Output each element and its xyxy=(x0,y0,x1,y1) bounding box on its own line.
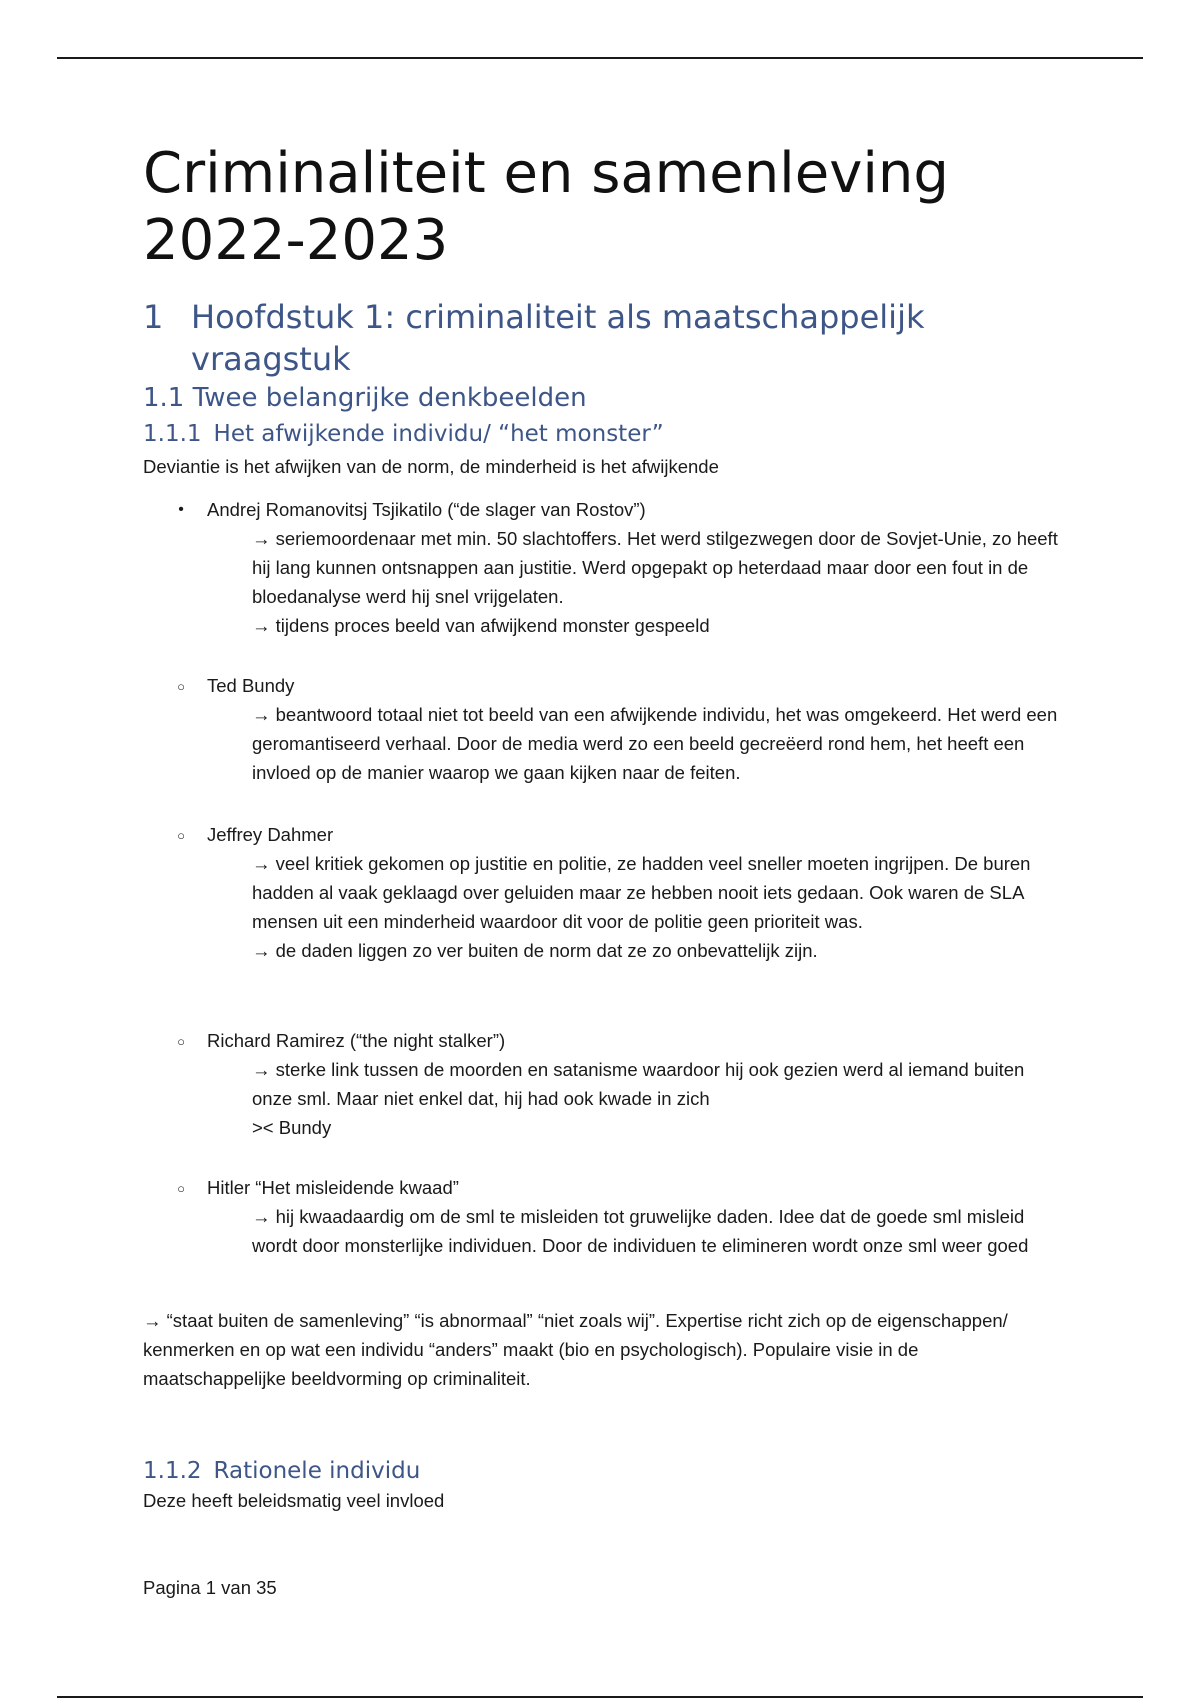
subsection-number: 1.1.1 xyxy=(143,421,202,447)
detail-line: → hij kwaadaardig om de sml te misleiden tot gruwelijke daden. Idee dat de goede sml misleid wordt door monsterlijke individuen. Door de individuen te elimineren wordt onze sml weer goed xyxy=(252,1206,1029,1256)
list-item-name: Hitler “Het misleidende kwaad” xyxy=(207,1177,459,1198)
list-item-detail xyxy=(252,700,1062,787)
detail-line: → veel kritiek gekomen op justitie en politie, ze hadden veel sneller moeten ingrijpen. De buren hadden al vaak geklaagd over geluiden maar ze hebben nooit iets gedaan. Ook waren de SLA mensen uit een minderheid waardoor dit voor de politie geen prioriteit was. xyxy=(252,853,1031,932)
subsection-title: Rationele individu xyxy=(213,1458,421,1484)
list-item-detail xyxy=(252,1055,1062,1142)
bullet-marker: • xyxy=(178,501,184,518)
chapter-number: 1 xyxy=(143,298,164,336)
subsection-number: 1.1.2 xyxy=(143,1458,202,1484)
page-footer: Pagina 1 van 35 xyxy=(143,1577,277,1598)
chapter-title: Hoofdstuk 1: criminaliteit als maatschappelijk vraagstuk xyxy=(191,298,925,378)
circle-marker: ○ xyxy=(177,679,185,694)
detail-line: >< Bundy xyxy=(252,1117,332,1138)
list-item-name: Andrej Romanovitsj Tsjikatilo (“de slager van Rostov”) xyxy=(207,499,646,520)
circle-marker: ○ xyxy=(177,828,185,843)
subsection-heading-2 xyxy=(143,1456,420,1486)
subsection-title: Het afwijkende individu/ “het monster” xyxy=(213,421,664,447)
section-heading: 1.1 Twee belangrijke denkbeelden xyxy=(143,383,587,413)
list-item-detail xyxy=(252,1202,1062,1260)
list-item-name: Jeffrey Dahmer xyxy=(207,824,334,845)
circle-marker: ○ xyxy=(177,1034,185,1049)
header-rule xyxy=(57,57,1143,59)
detail-line: → de daden liggen zo ver buiten de norm dat ze zo onbevattelijk zijn. xyxy=(252,940,818,961)
intro-paragraph: Deviantie is het afwijken van de norm, de minderheid is het afwijkende xyxy=(143,456,719,477)
list-item-detail xyxy=(252,524,1062,640)
document-title: Criminaliteit en samenleving 2022-2023 xyxy=(143,141,949,273)
summary-paragraph: → “staat buiten de samenleving” “is abnormaal” “niet zoals wij”. Expertise richt zich op de eigenschappen/ kenmerken en op wat een individu “anders” maakt (bio en psychologisch). Populaire visie in de maatschappelijke beeldvorming op criminaliteit. xyxy=(143,1310,1008,1389)
rational-paragraph: Deze heeft beleidsmatig veel invloed xyxy=(143,1490,445,1511)
subsection-heading-1 xyxy=(143,419,664,449)
chapter-heading xyxy=(143,296,1043,380)
footer-rule xyxy=(57,1696,1143,1698)
detail-line: → tijdens proces beeld van afwijkend monster gespeeld xyxy=(252,615,710,636)
list-item-name: Ted Bundy xyxy=(207,675,295,696)
circle-marker: ○ xyxy=(177,1181,185,1196)
detail-line: → beantwoord totaal niet tot beeld van een afwijkende individu, het was omgekeerd. Het werd een geromantiseerd verhaal. Door de media werd zo een beeld gecreëerd rond hem, het heeft een invloed op de manier waarop we gaan kijken naar de feiten. xyxy=(252,704,1058,783)
list-item-detail xyxy=(252,849,1062,965)
list-item-name: Richard Ramirez (“the night stalker”) xyxy=(207,1030,506,1051)
detail-line: → sterke link tussen de moorden en satanisme waardoor hij ook gezien werd al iemand buiten onze sml. Maar niet enkel dat, hij had ook kwade in zich xyxy=(252,1059,1025,1109)
detail-line: → seriemoordenaar met min. 50 slachtoffers. Het werd stilgezwegen door de Sovjet-Unie, zo heeft hij lang kunnen ontsnappen aan justitie. Werd opgepakt op heterdaad maar door een fout in de bloedanalyse werd hij snel vrijgelaten. xyxy=(252,528,1058,607)
